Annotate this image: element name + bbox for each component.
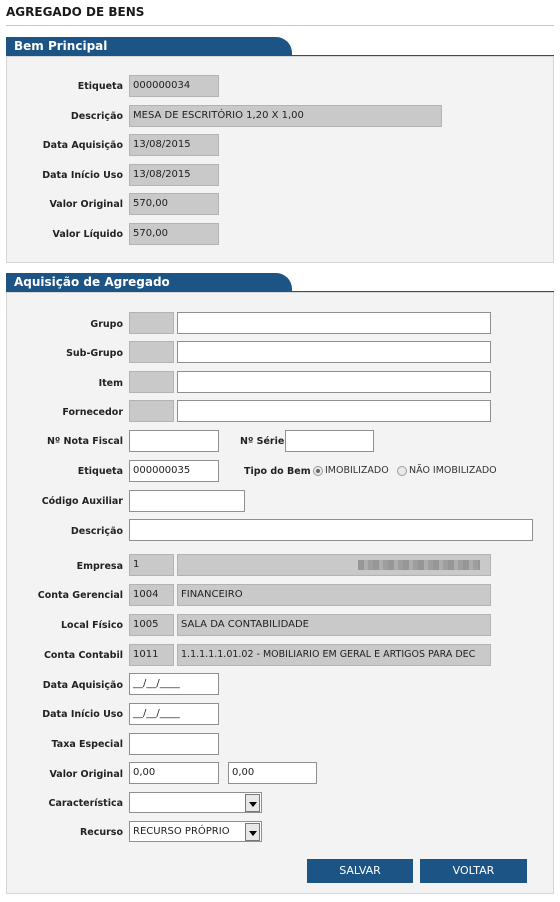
item-code-field xyxy=(129,371,174,393)
sub-grupo-code-field xyxy=(129,341,174,363)
descricao-field: MESA DE ESCRITÓRIO 1,20 X 1,00 xyxy=(129,105,442,127)
data-aquisicao-field: 13/08/2015 xyxy=(129,134,219,156)
caracteristica-chevron-down-icon[interactable] xyxy=(245,794,260,812)
grupo-input[interactable] xyxy=(177,312,491,334)
valor-liquido-label: Valor Líquido xyxy=(52,229,123,240)
bem-principal-panel xyxy=(6,56,554,263)
local-fisico-label: Local Físico xyxy=(60,620,123,631)
aquisicao-header: Aquisição de Agregado xyxy=(6,273,292,291)
agregado-data-aquisicao-input[interactable]: __/__/____ xyxy=(129,673,219,695)
etiqueta-label: Etiqueta xyxy=(77,81,123,92)
valor-original-label: Valor Original xyxy=(49,199,123,210)
empresa-name-field xyxy=(177,554,491,576)
recurso-label: Recurso xyxy=(79,827,123,838)
agregado-data-inicio-uso-input[interactable]: __/__/____ xyxy=(129,703,219,725)
agregado-descricao-input[interactable] xyxy=(129,519,533,541)
page-title: AGREGADO DE BENS xyxy=(6,5,145,19)
taxa-especial-input[interactable] xyxy=(129,733,219,755)
nota-fiscal-label: Nº Nota Fiscal xyxy=(46,436,123,447)
imobilizado-radio-label: IMOBILIZADO xyxy=(325,465,389,476)
serie-input[interactable] xyxy=(285,430,374,452)
conta-gerencial-code-field: 1004 xyxy=(129,584,174,606)
conta-gerencial-label: Conta Gerencial xyxy=(37,590,123,601)
data-inicio-uso-label: Data Início Uso xyxy=(42,170,123,181)
bem-principal-header: Bem Principal xyxy=(6,37,292,55)
tipo-bem-label: Tipo do Bem xyxy=(244,466,311,477)
agregado-etiqueta-input[interactable]: 000000035 xyxy=(129,460,219,482)
codigo-auxiliar-input[interactable] xyxy=(129,490,245,512)
nao-imobilizado-radio-label: NÃO IMOBILIZADO xyxy=(409,465,497,476)
imobilizado-radio[interactable] xyxy=(313,466,323,476)
caracteristica-label: Característica xyxy=(48,798,123,809)
fornecedor-label: Fornecedor xyxy=(62,407,123,418)
agregado-valor-original-label: Valor Original xyxy=(49,769,123,780)
caracteristica-select[interactable] xyxy=(129,792,262,813)
local-fisico-code-field: 1005 xyxy=(129,614,174,636)
valor-original-field: 570,00 xyxy=(129,193,219,215)
fornecedor-code-field xyxy=(129,400,174,422)
agregado-valor-original-secondary-input[interactable]: 0,00 xyxy=(228,762,317,784)
local-fisico-name-field: SALA DA CONTABILIDADE xyxy=(177,614,491,636)
sub-grupo-label: Sub-Grupo xyxy=(66,348,123,359)
fornecedor-input[interactable] xyxy=(177,400,491,422)
empresa-name-redacted xyxy=(358,560,480,570)
item-label: Item xyxy=(98,378,123,389)
agregado-valor-original-input[interactable]: 0,00 xyxy=(129,762,219,784)
codigo-auxiliar-label: Código Auxiliar xyxy=(41,496,123,507)
agregado-descricao-label: Descrição xyxy=(70,526,123,537)
agregado-data-inicio-uso-label: Data Início Uso xyxy=(42,709,123,720)
data-aquisicao-label: Data Aquisição xyxy=(42,140,123,151)
title-divider xyxy=(6,25,554,26)
item-input[interactable] xyxy=(177,371,491,393)
conta-gerencial-name-field: FINANCEIRO xyxy=(177,584,491,606)
descricao-label: Descrição xyxy=(70,111,123,122)
nao-imobilizado-radio[interactable] xyxy=(397,466,407,476)
data-inicio-uso-field: 13/08/2015 xyxy=(129,164,219,186)
valor-liquido-field: 570,00 xyxy=(129,223,219,245)
recurso-chevron-down-icon[interactable] xyxy=(245,823,260,841)
voltar-button[interactable]: VOLTAR xyxy=(420,859,527,883)
conta-contabil-code-field: 1011 xyxy=(129,644,174,666)
grupo-label: Grupo xyxy=(90,319,123,330)
nota-fiscal-input[interactable] xyxy=(129,430,219,452)
grupo-code-field xyxy=(129,312,174,334)
conta-contabil-label: Conta Contabil xyxy=(43,650,123,661)
recurso-select-value: RECURSO PRÓPRIO xyxy=(133,826,230,837)
empresa-code-field: 1 xyxy=(129,554,174,576)
recurso-select[interactable] xyxy=(129,821,262,842)
etiqueta-field: 000000034 xyxy=(129,75,219,97)
conta-contabil-name-field: 1.1.1.1.1.01.02 - MOBILIARIO EM GERAL E ARTIGOS PARA DEC xyxy=(177,644,491,666)
serie-label: Nº Série xyxy=(240,436,285,447)
sub-grupo-input[interactable] xyxy=(177,341,491,363)
agregado-data-aquisicao-label: Data Aquisição xyxy=(42,680,123,691)
empresa-label: Empresa xyxy=(76,561,123,572)
salvar-button[interactable]: SALVAR xyxy=(307,859,413,883)
aquisicao-panel xyxy=(6,292,554,894)
taxa-especial-label: Taxa Especial xyxy=(51,739,123,750)
agregado-etiqueta-label: Etiqueta xyxy=(77,466,123,477)
